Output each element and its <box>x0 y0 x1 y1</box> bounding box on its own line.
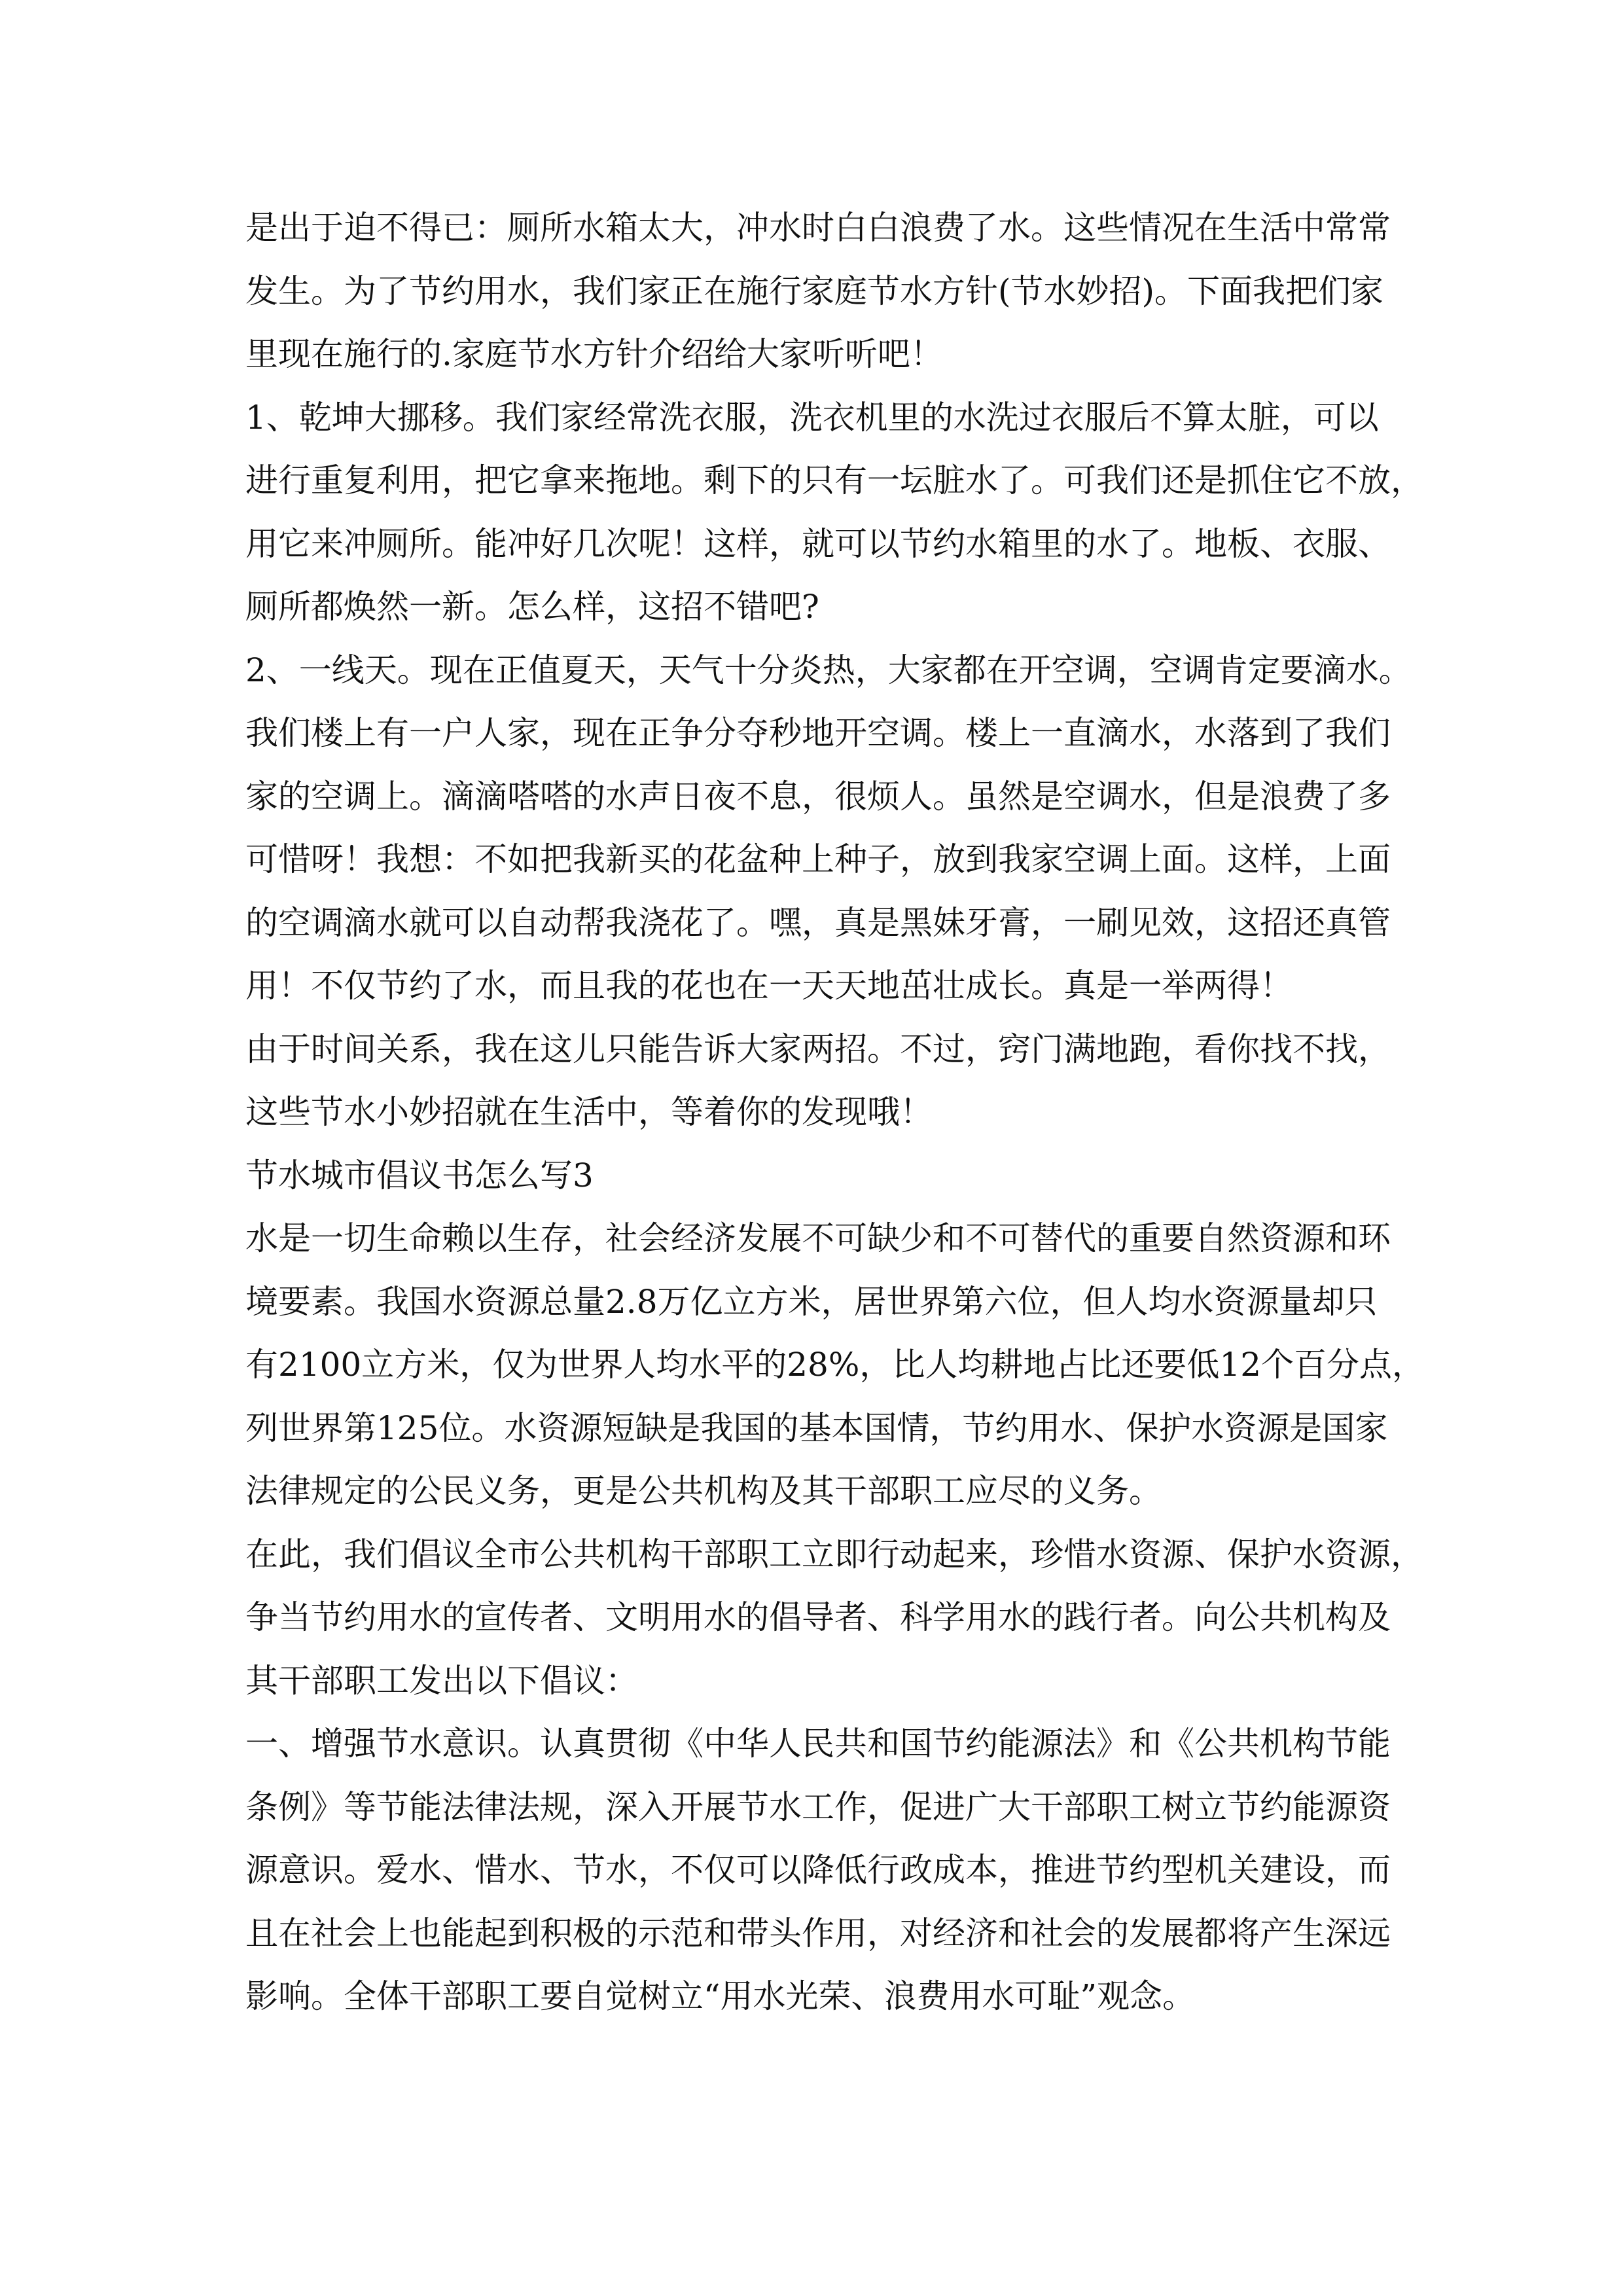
text-line-28: 且在社会上也能起到积极的示范和带头作用，对经济和社会的发展都将产生深远 <box>245 1914 1391 1952</box>
text-line-29: 影响。全体干部职工要自觉树立“用水光荣、浪费用水可耻”观念。 <box>245 1977 1196 2015</box>
text-line-14: 由于时间关系，我在这儿只能告诉大家两招。不过，窍门满地跑，看你找不找， <box>245 1030 1391 1068</box>
text-line-19: 有2100立方米，仅为世界人均水平的28%，比人均耕地占比还要低12个百分点， <box>245 1346 1425 1384</box>
text-line-24: 其干部职工发出以下倡议： <box>245 1661 638 1700</box>
text-line-5: 进行重复利用，把它拿来拖地。剩下的只有一坛脏水了。可我们还是抓住它不放， <box>245 461 1423 499</box>
text-line-26: 条例》等节能法律法规，深入开展节水工作，促进广大干部职工树立节约能源资 <box>245 1787 1391 1826</box>
text-line-8: 2、一线天。现在正值夏天，天气十分炎热，大家都在开空调，空调肯定要滴水。 <box>245 651 1412 689</box>
document-body <box>245 196 1425 2028</box>
section-heading: 节水城市倡议书怎么写3 <box>245 1156 594 1194</box>
text-line-2: 发生。为了节约用水，我们家正在施行家庭节水方针(节水妙招)。下面我把们家 <box>245 272 1384 310</box>
text-line-11: 可惜呀！我想：不如把我新买的花盆种上种子，放到我家空调上面。这样，上面 <box>245 840 1391 878</box>
text-line-13: 用！不仅节约了水，而且我的花也在一天天地茁壮成长。真是一举两得！ <box>245 967 1293 1005</box>
text-line-12: 的空调滴水就可以自动帮我浇花了。嘿，真是黑妹牙膏，一刷见效，这招还真管 <box>245 903 1391 942</box>
text-line-27: 源意识。爱水、惜水、节水，不仅可以降低行政成本，推进节约型机关建设，而 <box>245 1851 1391 1889</box>
text-line-4: 1、乾坤大挪移。我们家经常洗衣服，洗衣机里的水洗过衣服后不算太脏，可以 <box>245 398 1379 437</box>
text-line-18: 境要素。我国水资源总量2.8万亿立方米，居世界第六位，但人均水资源量却只 <box>245 1282 1378 1321</box>
text-line-15: 这些节水小妙招就在生活中，等着你的发现哦！ <box>245 1093 933 1131</box>
text-line-9: 我们楼上有一户人家，现在正争分夺秒地开空调。楼上一直滴水，水落到了我们 <box>245 714 1391 752</box>
text-line-17: 水是一切生命赖以生存，社会经济发展不可缺少和不可替代的重要自然资源和环 <box>245 1219 1391 1257</box>
text-line-21: 法律规定的公民义务，更是公共机构及其干部职工应尽的义务。 <box>245 1472 1162 1510</box>
text-line-20: 列世界第125位。水资源短缺是我国的基本国情，节约用水、保护水资源是国家 <box>245 1408 1388 1447</box>
text-line-23: 争当节约用水的宣传者、文明用水的倡导者、科学用水的践行者。向公共机构及 <box>245 1598 1391 1636</box>
text-line-7: 厕所都焕然一新。怎么样，这招不错吧? <box>245 588 819 626</box>
text-line-10: 家的空调上。滴滴嗒嗒的水声日夜不息，很烦人。虽然是空调水，但是浪费了多 <box>245 777 1391 816</box>
text-line-6: 用它来冲厕所。能冲好几次呢！这样，就可以节约水箱里的水了。地板、衣服、 <box>245 524 1391 563</box>
text-line-22: 在此，我们倡议全市公共机构干部职工立即行动起来，珍惜水资源、保护水资源， <box>245 1535 1423 1573</box>
text-line-3: 里现在施行的.家庭节水方针介绍给大家听听吧！ <box>245 335 943 373</box>
text-line-1: 是出于迫不得已：厕所水箱太大，冲水时白白浪费了水。这些情况在生活中常常 <box>245 209 1391 247</box>
text-line-25: 一、增强节水意识。认真贯彻《中华人民共和国节约能源法》和《公共机构节能 <box>245 1725 1391 1763</box>
